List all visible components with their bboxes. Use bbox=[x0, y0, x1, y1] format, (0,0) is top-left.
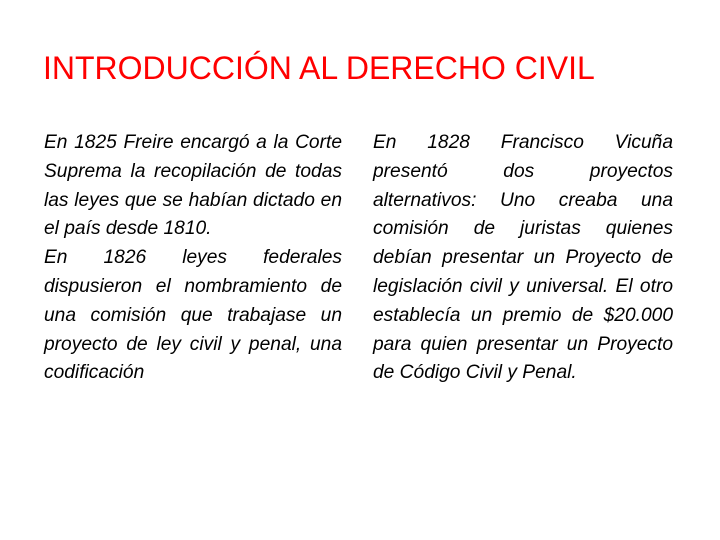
paragraph-1828: En 1828 Francisco Vicuña presentó dos proyectos alternativos: Uno creaba una comisión de juristas quienes debían presentar un Proyecto de legislación civil y universal. El otro establecía un premio de $20.000 para quien presentar un Proyecto de Código Civil y Penal. bbox=[373, 132, 673, 384]
paragraph-1826: En 1826 leyes federales dispusieron el nombramiento de una comisión que trabajase un proyecto de ley civil y penal, una codificación bbox=[44, 247, 342, 384]
paragraph-1825: En 1825 Freire encargó a la Corte Suprema la recopilación de todas las leyes que se habían dictado en el país desde 1810. bbox=[44, 132, 342, 240]
slide-title: INTRODUCCIÓN AL DERECHO CIVIL bbox=[43, 50, 595, 86]
right-text-column bbox=[373, 129, 673, 388]
left-text-column bbox=[44, 129, 342, 388]
